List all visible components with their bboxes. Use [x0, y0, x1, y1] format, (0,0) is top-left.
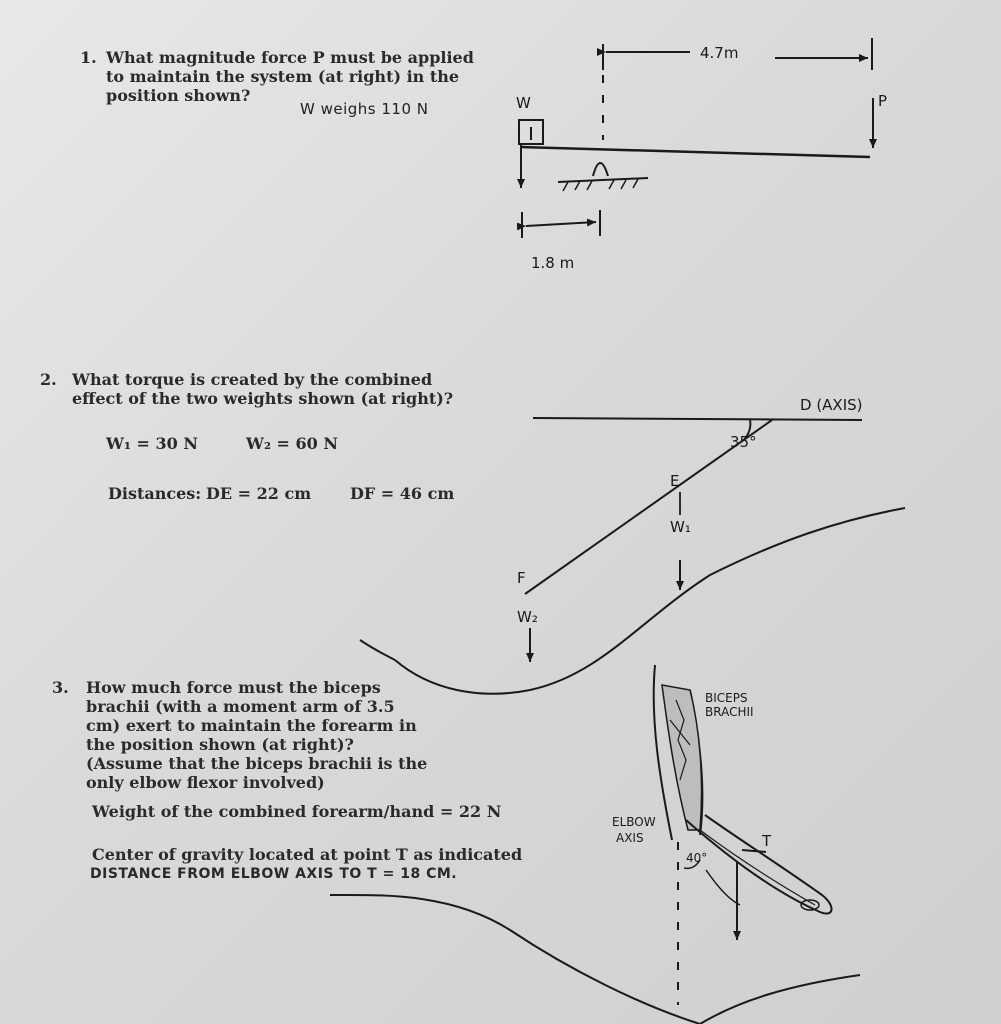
problem-2-de: DE = 22 cm [206, 484, 312, 503]
dim-4-7m-label: 4.7m [700, 44, 739, 62]
problem-1-question: What magnitude force P must be applied to maintain the system (at right) in the position shown? [106, 48, 474, 105]
elbow-diagram [330, 665, 860, 1024]
ground-hatch [563, 182, 568, 191]
problem-3-weight: Weight of the combined forearm/hand = 22 N [92, 802, 502, 821]
biceps-label-line-1: BICEPS [705, 691, 748, 705]
lever-beam [520, 147, 870, 157]
fulcrum [593, 163, 608, 176]
lever-diagram [519, 38, 873, 238]
ground-hatch [621, 180, 626, 189]
point-t-label: T [762, 832, 772, 850]
problem-2-distances-label: Distances: [108, 484, 202, 503]
lower-body-curve-right [700, 975, 860, 1024]
hand-contour [706, 870, 740, 905]
problem-3-cog: Center of gravity located at point T as indicated [92, 845, 523, 864]
biceps-muscle [662, 685, 702, 830]
problem-2-question: What torque is created by the combined effect of the two weights shown (at right)? [72, 370, 454, 408]
point-f-label: F [517, 569, 526, 587]
forearm-outline [686, 815, 832, 914]
problem-2-number: 2. [40, 370, 57, 389]
ground-hatch [633, 179, 638, 188]
w2-label: W₂ [517, 608, 538, 626]
point-e-label: E [670, 472, 680, 490]
ground-hatch [575, 181, 580, 190]
forearm-bone [700, 830, 815, 905]
elbow-axis-label-line-1: ELBOW [612, 815, 656, 829]
ground-hatch [609, 180, 614, 189]
problem-2-w2: W₂ = 60 N [246, 434, 338, 453]
elbow-axis-label-line-2: AXIS [616, 831, 644, 845]
problem-1-number: 1. [80, 48, 97, 67]
problem-2-df: DF = 46 cm [350, 484, 455, 503]
lower-body-curve [330, 895, 700, 1024]
weight-w-label: W [516, 94, 531, 112]
forearm-angle-label: 40° [686, 851, 708, 865]
ground-hatch [587, 181, 592, 190]
force-p-label: P [878, 92, 888, 110]
w1-label: W₁ [670, 518, 691, 536]
problem-3-distance-note: DISTANCE FROM ELBOW AXIS TO T = 18 CM. [90, 866, 458, 882]
torque-diagram [360, 418, 905, 694]
problem-3-question: How much force must the biceps brachii (with a moment arm of 3.5 cm) exert to maintain the forearm in the position shown (at right)? (Assume that the biceps brachii is the only elbow flexor involved) [86, 678, 428, 792]
axis-d-label: D (AXIS) [800, 396, 863, 414]
angle-35-label: 35° [730, 433, 757, 451]
dim-1-8m-label: 1.8 m [531, 254, 575, 272]
problem-3-number: 3. [52, 678, 69, 697]
problem-1-note: W weighs 110 N [300, 100, 429, 118]
short-dim-line [526, 222, 596, 226]
t-marker [742, 850, 766, 852]
arm-outline-curve [395, 508, 905, 694]
horizontal-reference-line [533, 418, 862, 420]
biceps-label-line-2: BRACHII [705, 705, 754, 719]
ground-line [558, 178, 648, 182]
problem-2-w1: W₁ = 30 N [106, 434, 198, 453]
arm-outline-curve-left [360, 640, 395, 660]
